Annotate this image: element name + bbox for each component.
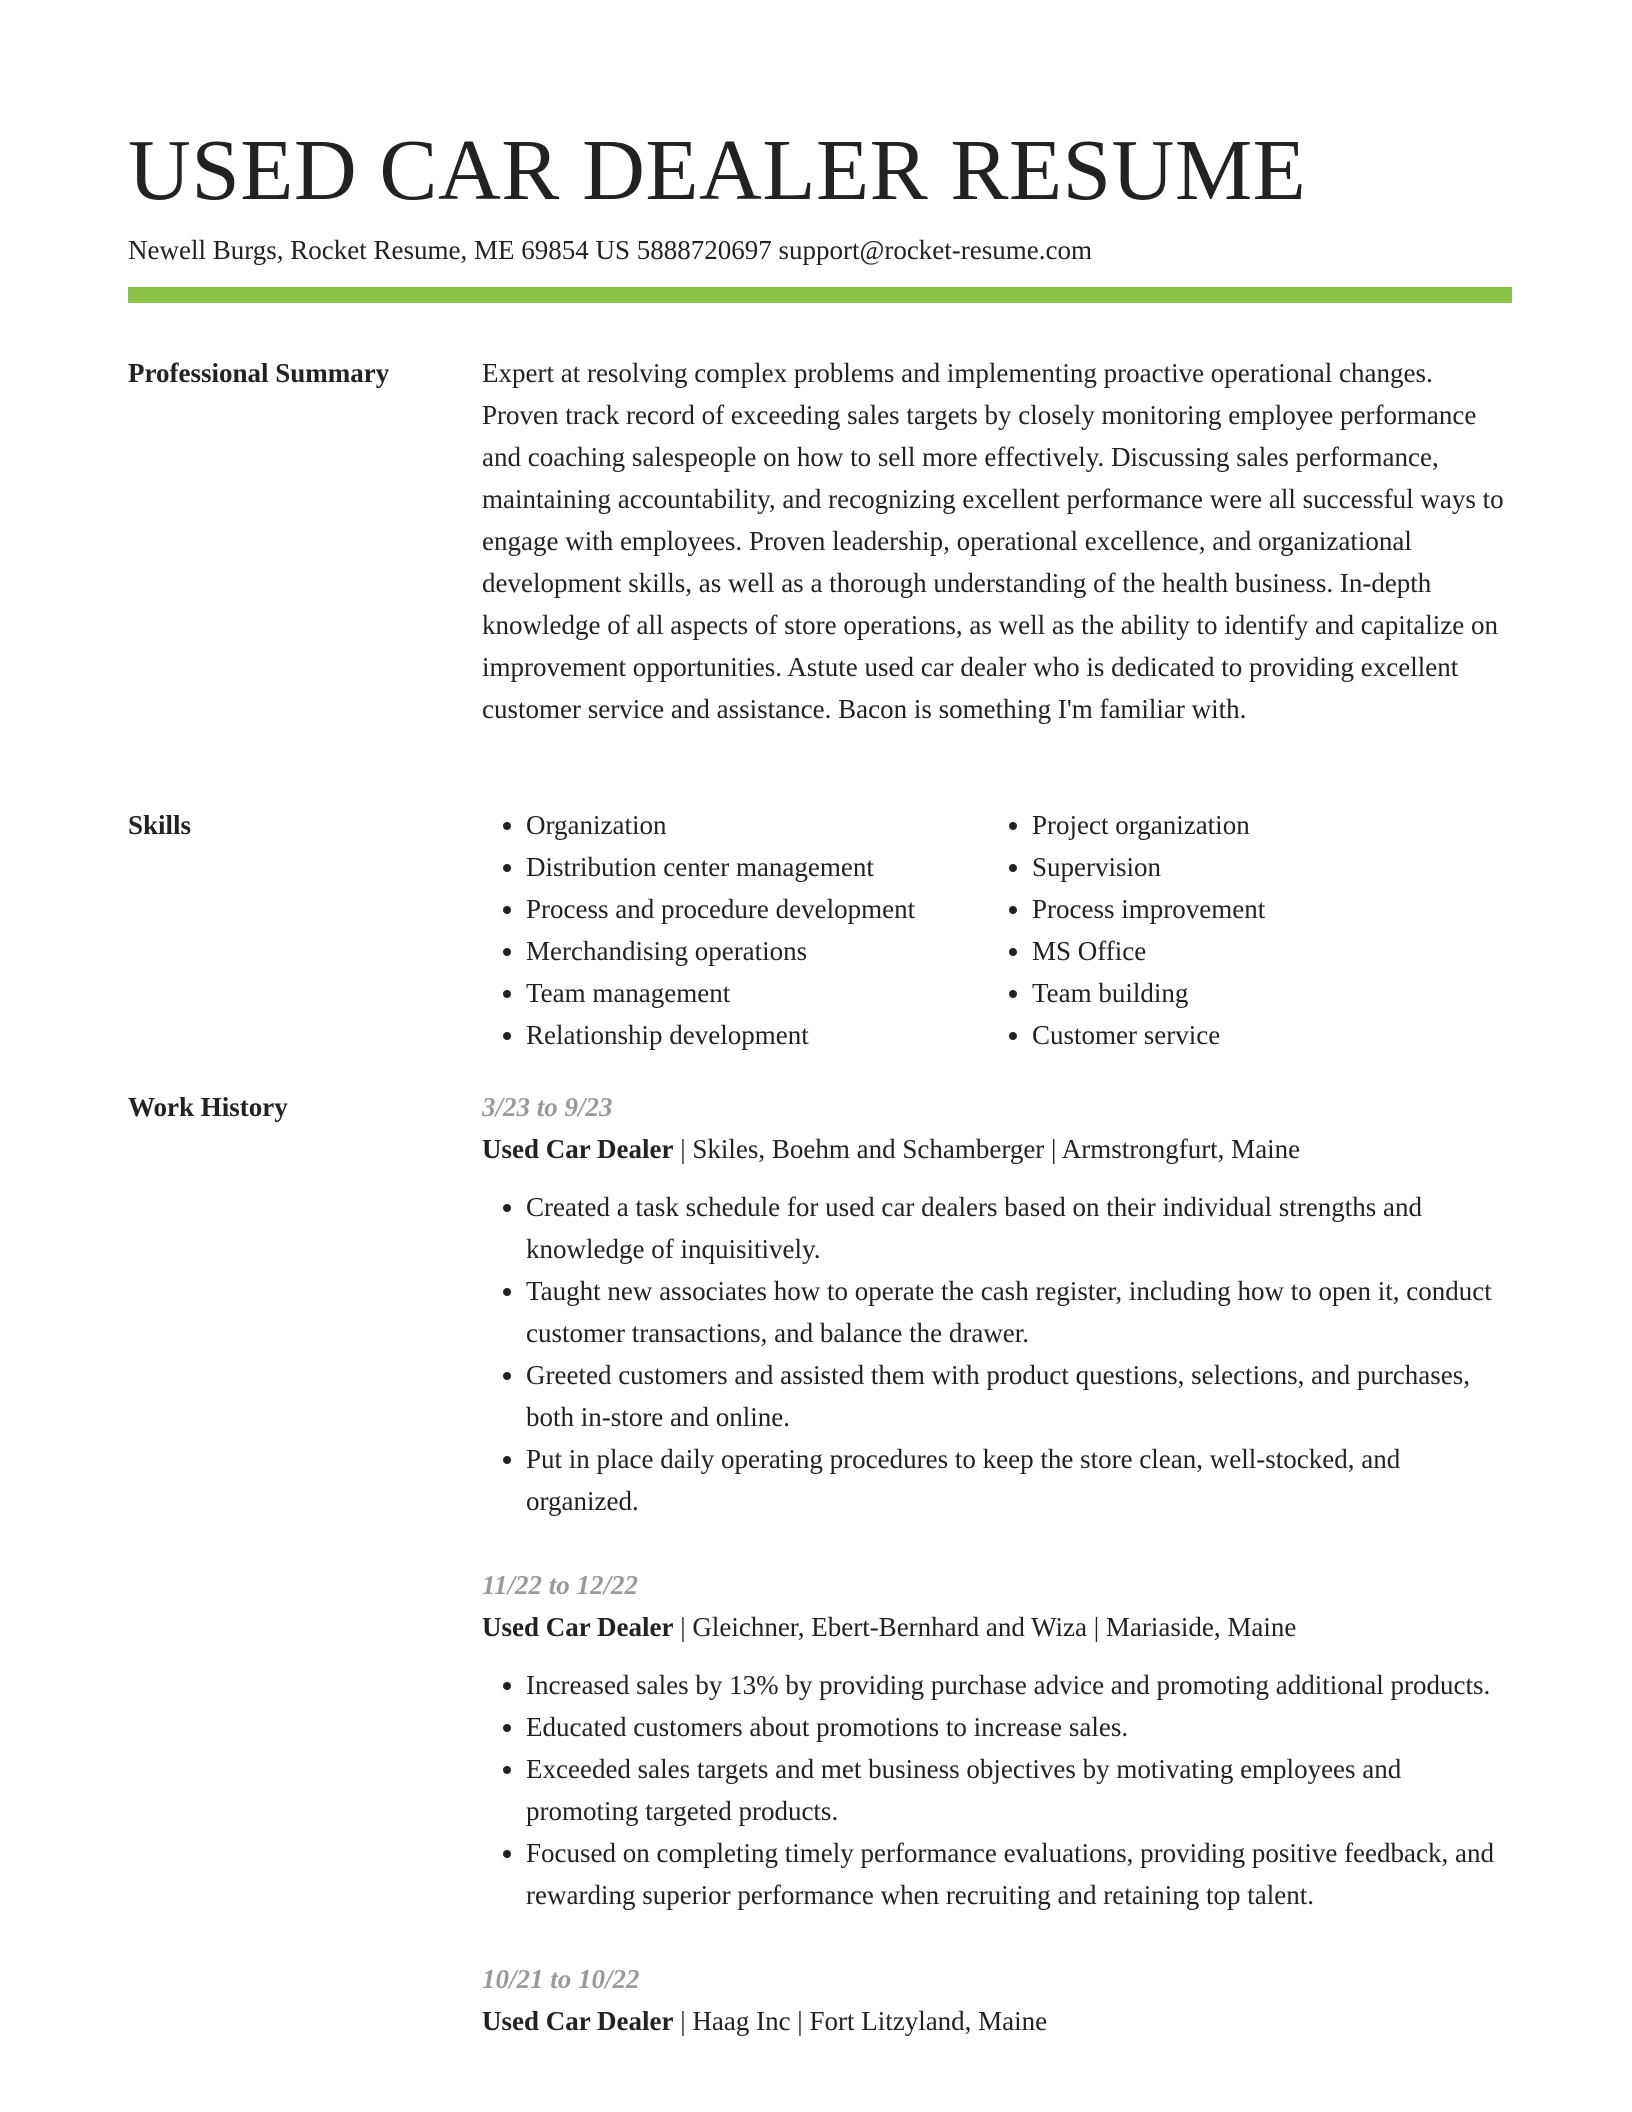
job-title: Used Car Dealer <box>482 2006 674 2036</box>
skill-item: • Process and procedure development <box>526 888 988 930</box>
job-bullet-list <box>482 1664 1512 1916</box>
skills-list-left <box>482 804 988 1056</box>
job-employer-location: | Gleichner, Ebert-Bernhard and Wiza | Mariaside, Maine <box>673 1612 1297 1642</box>
skill-item: • MS Office <box>1032 930 1512 972</box>
job-entry <box>482 1086 1512 1522</box>
skill-item: • Process improvement <box>1032 888 1512 930</box>
skills-label: Skills <box>128 810 192 840</box>
job-title: Used Car Dealer <box>482 1134 674 1164</box>
skill-item: • Customer service <box>1032 1014 1512 1056</box>
job-bullet: • Educated customers about promotions to increase sales. <box>526 1706 1512 1748</box>
skill-item: • Supervision <box>1032 846 1512 888</box>
skills-grid <box>482 804 1512 1056</box>
work-history-section <box>482 1086 1512 2084</box>
job-bullet-list <box>482 1186 1512 1522</box>
skill-item: • Team building <box>1032 972 1512 1014</box>
job-heading <box>482 2000 1512 2042</box>
resume-title: USED CAR DEALER RESUME <box>128 121 1307 218</box>
job-bullet: • Increased sales by 13% by providing purchase advice and promoting additional products. <box>526 1664 1512 1706</box>
summary-label: Professional Summary <box>128 358 390 388</box>
job-title: Used Car Dealer <box>482 1612 674 1642</box>
work-history-label: Work History <box>128 1092 288 1122</box>
skill-item: • Team management <box>526 972 988 1014</box>
job-bullet: • Exceeded sales targets and met business objectives by motivating employees and promoting targeted products. <box>526 1748 1512 1832</box>
summary-text: Expert at resolving complex problems and implementing proactive operational changes. Proven track record of exceeding sales targets by closely monitoring employee performance and coaching salespeople on how to sell more effectively. Discussing sales performance, maintaining accountability, and recognizing excellent performance were all successful ways to engage with employees. Proven leadership, operational excellence, and organizational development skills, as well as a thorough understanding of the health business. In-depth knowledge of all aspects of store operations, as well as the ability to identify and capitalize on improvement opportunities. Astute used car dealer who is dedicated to providing excellent customer service and assistance. Bacon is something I'm familiar with. <box>482 358 1504 724</box>
job-dates: 3/23 to 9/23 <box>482 1092 613 1122</box>
job-dates: 10/21 to 10/22 <box>482 1964 640 1994</box>
job-bullet: • Focused on completing timely performance evaluations, providing positive feedback, and rewarding superior performance when recruiting and retaining top talent. <box>526 1832 1512 1916</box>
summary-section <box>482 352 1512 730</box>
skill-item: • Organization <box>526 804 988 846</box>
job-bullet: • Put in place daily operating procedures to keep the store clean, well-stocked, and organized. <box>526 1438 1512 1522</box>
skill-item: • Distribution center management <box>526 846 988 888</box>
job-dates: 11/22 to 12/22 <box>482 1570 639 1600</box>
skill-item: • Merchandising operations <box>526 930 988 972</box>
job-bullet: • Created a task schedule for used car dealers based on their individual strengths and knowledge of inquisitively. <box>526 1186 1512 1270</box>
skills-list-right <box>988 804 1512 1056</box>
skills-section <box>482 804 1512 1056</box>
job-employer-location: | Haag Inc | Fort Litzyland, Maine <box>673 2006 1048 2036</box>
job-bullet: • Taught new associates how to operate the cash register, including how to open it, conduct customer transactions, and balance the drawer. <box>526 1270 1512 1354</box>
skill-item: • Relationship development <box>526 1014 988 1056</box>
job-entry <box>482 1564 1512 1916</box>
job-heading <box>482 1128 1512 1170</box>
contact-line: Newell Burgs, Rocket Resume, ME 69854 US 5888720697 support@rocket-resume.com <box>128 235 1092 265</box>
job-entry <box>482 1958 1512 2042</box>
header-divider <box>128 287 1512 303</box>
job-bullet: • Greeted customers and assisted them with product questions, selections, and purchases, both in-store and online. <box>526 1354 1512 1438</box>
job-employer-location: | Skiles, Boehm and Schamberger | Armstrongfurt, Maine <box>673 1134 1301 1164</box>
job-heading <box>482 1606 1512 1648</box>
skill-item: • Project organization <box>1032 804 1512 846</box>
